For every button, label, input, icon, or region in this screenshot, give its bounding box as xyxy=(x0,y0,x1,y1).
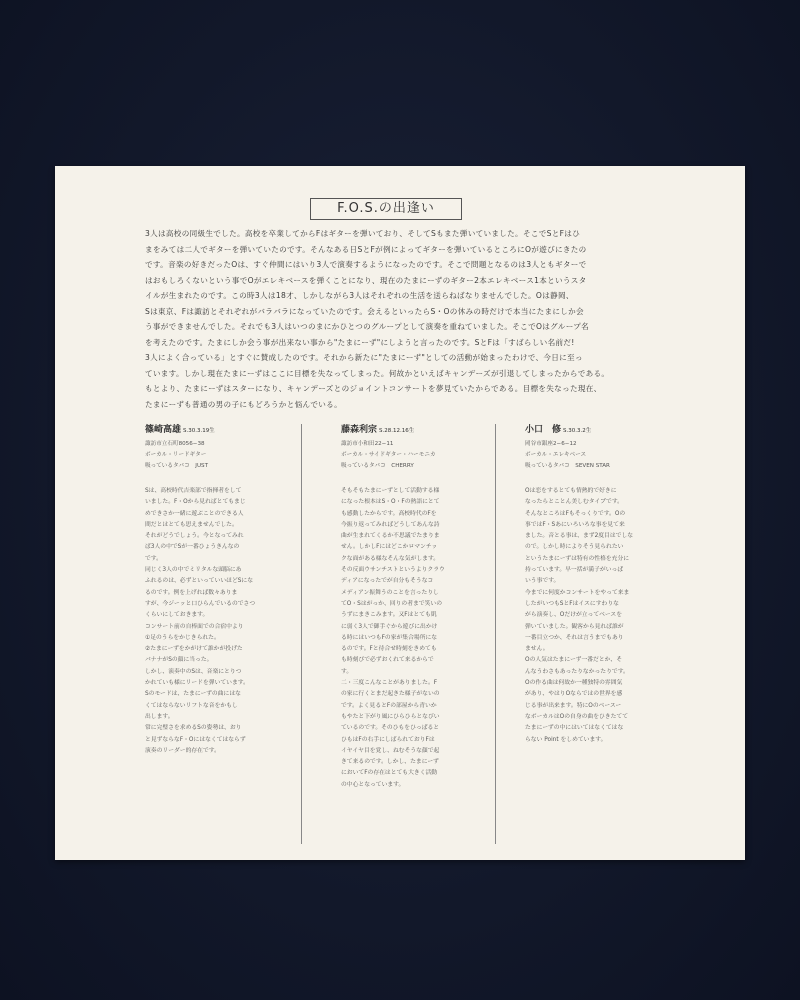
member-body: そもそもたまにーずとして活動する様 になった根本はS・O・Fの熱語にとて も感動したからです。高校時代のFを 今振り返ってみればどうしてあんな詩 曲が生まれてくるか不思議でたまりま せん。しかしFにはどこかロマンチッ クな面がある様なそんな気がします。 その反面ウサンチストというよりクラウ ディアになったでが自分もそうなコ メディアン振舞うのことを言ったりし てO・Sはがっか、回りの者まで笑いの うずにまきこみます。又Fはとても肌 に弱く3人で御手ぐから遊びに出かけ る時にはいつもFの家が集合場所にな るのです。Fと待合せ時刻をきめても も時刻ぴで必ずおくれて来るからで す。 二・三度こんなことがありました。F の家に行くとまだ起きた様子がないの です。よく見るとFの部屋から青いか もやたと下がり風にひらひらとなびい ているのです。そのひもをひっぱると ひもはFの右手にしばられておりFは イヤイヤ目を覚し、ねむそうな顔で起 きて来るのです。しかし、たまにーず においてFの存在はとても大きく活動 の中心となっています。 xyxy=(341,488,445,788)
member-birth: S.30.3.19生 xyxy=(183,428,215,434)
member-name: 小口 修 xyxy=(525,425,562,435)
member-birth: S.28.12.16生 xyxy=(379,428,415,434)
member-column-oguchi xyxy=(525,422,675,746)
member-info: 岡谷市銀座2−6−12 ボーカル・エレキベース 吸っているタバコ SEVEN STAR xyxy=(525,441,610,469)
member-name: 篠崎高雄 xyxy=(145,425,182,435)
member-body: Oは恋をするとても情熱的で好きに なったらとことん美しむタイプです。 そんなところはFもそっくりです。Oの 事ではF・Sあにいろいろな事を見て来 ました。音とる事は、まず2度目はでしな ので。しかし時によりそう見られたい というたまにーずは特有の性格を充分に 持っています。早一括が満子がいっぱ いう事です。 今までに何度かコンサートをやって来ま したがいつもSとFはイスにすわりな がら演奏し、Oだけが立ってベースを 弾いていました。観客から見れば誰が 一番目立つか、それは言うまでもあり ません。 Oの人気はたまにーず一番だとか、そ んなうわさもあったりなかったりです。 Oの作る曲は何故か一種独特の雰囲気 があり、やはりOならではの世界を感 じる事が出来ます。特にOのベースー なボーカルはOの自身の曲をひきたてて たまにーずの中にはいてはなくてはな らない Point をしめています。 xyxy=(525,488,634,743)
column-divider xyxy=(495,424,496,844)
member-birth: S.30.3.2生 xyxy=(563,428,592,434)
member-body: Sは、高校時代吉楽部で指揮者をして いました。F・Oから見ればとてもまじ めできさか一緒に遊ぶことのできる人 間だとはとても思えませんでした。 それがどうでしょう。今となってみれ ば3人の中でSが一番ひょうきんなの です。 同じく3人の中でミリタルな頭脳にあ ふれるのは、必ずといっていいほどSにな るのです。例を上げれば数々ありま すが、今ジーッと口ひらんでいるのでさつ くらいにしておきます。 コンサート前の自棒面での合宿中より ①足のうらをかじきられた。 ②たまにーずをかがけて誰かが投げた バナナがSの顔に当った。 しかし、演奏中のSは、音楽にとりつ かれていも様にリードを弾いています。 Sのモードは、たまにーずの曲にはな くてはならないリフトな音をかもし 出します。 常に完璧さを求めるSの姿勢は、おり と見ずならなF・Oにはなくてはならず 演奏のリーダー的存在です。 xyxy=(145,488,256,754)
member-column-fujimori xyxy=(341,422,491,791)
member-info: 諏訪市立石町8056−38 ボーカル・リードギター 吸っているタバコ JUST xyxy=(145,441,208,469)
member-column-shinozaki xyxy=(145,422,295,757)
member-info: 諏訪市小和田22−11 ボーカル・サイドギター・ハーモニカ 吸っているタバコ CHERRY xyxy=(341,441,436,469)
member-name-row xyxy=(341,422,491,435)
insert-sheet xyxy=(55,166,745,860)
member-name-row xyxy=(145,422,295,435)
member-name-row xyxy=(525,422,675,435)
page-title: F.O.S.の出逢い xyxy=(310,198,462,220)
member-name: 藤森利宗 xyxy=(341,425,378,435)
intro-paragraph: 3人は高校の同級生でした。高校を卒業してからFはギターを弾いており、そしてSもまた弾いていました。そこでSとFはひ まをみては二人でギターを弾いていたのです。そんなある日SとFが例によってギターを弾いているところにOが遊びにきたの です。音楽の好きだったOは、すぐ仲間にはいり3人で演奏するようになったのです。そこで問題となるのは3人ともギターで はおもしろくないという事でOがエレキベースを弾くことになり、現在のたまにーずのギター2本エレキベース1本というスタ イルが生まれたのです。この時3人は18才、しかしながら3人はそれぞれの生活を送らねばなりませんでした。Oは静岡、 Sは東京、Fは諏訪とそれぞれがバラバラになっていたのです。会えるといったらS・Oの休みの時だけで本当にたまにしか会 う事ができませんでした。それでも3人はいつのまにかひとつのグループとして演奏を重ねていました。そこでOはグループ名 を考えたのです。たまにしか会う事が出来ない事から"たまにーず"にしようと言ったのです。SとFは「すばらしい名前だ! 3人によく合っている」とすぐに賛成したのです。それから新たに"たまにーず"としての活動が始まったわけで、今日に至っ ています。しかし現在たまにーずはここに目標を失なってしまった。何故かといえばキャンデーズが引退してしまったからである。 もとより、たまにーずはスターになり、キャンデーズとのジョイントコンサートを夢見ていたからである。目標を失なった現在、 たまにーずも普通の男の子にもどろうかと悩んでいる。 xyxy=(145,229,610,409)
column-divider xyxy=(301,424,302,844)
